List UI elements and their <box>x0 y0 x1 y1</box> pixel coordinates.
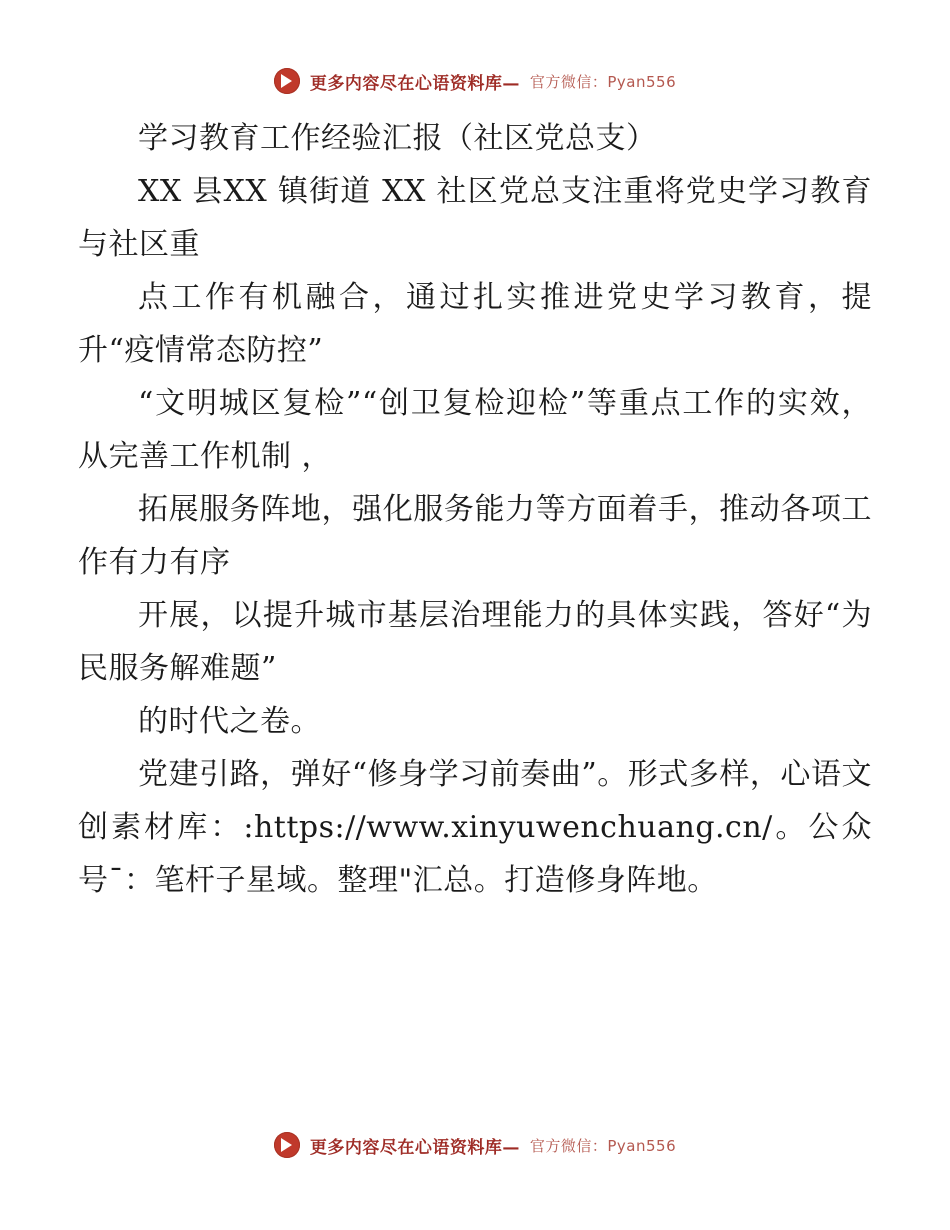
paragraph: XX 县XX 镇街道 XX 社区党总支注重将党史学习教育与社区重 <box>78 174 872 262</box>
document-title: 学习教育工作经验汇报（社区党总支） <box>138 121 657 156</box>
watermark-banner-bottom <box>0 1132 950 1158</box>
paragraph: 党建引路，弹好“修身学习前奏曲”。形式多样，心语文创素材库：:https://www.xinyuwenchuang.cn/。公众号¯：笔杆子星域。整理"汇总。打造修身阵地。 <box>78 757 872 898</box>
paragraph: 拓展服务阵地，强化服务能力等方面着手，推动各项工作有力有序 <box>78 492 872 580</box>
document-content <box>78 112 872 907</box>
watermark-sub-text: 官方微信：Pyan556 <box>529 72 677 91</box>
paragraph: 的时代之卷。 <box>138 704 321 739</box>
play-circle-icon <box>274 1132 300 1158</box>
watermark-sub-text: 官方微信：Pyan556 <box>529 1136 677 1155</box>
paragraph: 点工作有机融合，通过扎实推进党史学习教育，提升“疫情常态防控” <box>78 280 872 368</box>
watermark-main-text: 更多内容尽在心语资料库— <box>309 1137 520 1158</box>
play-circle-icon <box>274 68 300 94</box>
paragraph: “文明城区复检”“创卫复检迎检”等重点工作的实效，从完善工作机制 ， <box>78 386 872 474</box>
paragraph: 开展，以提升城市基层治理能力的具体实践，答好“为民服务解难题” <box>78 598 872 686</box>
watermark-main-text: 更多内容尽在心语资料库— <box>309 73 520 94</box>
watermark-banner-top <box>0 68 950 94</box>
